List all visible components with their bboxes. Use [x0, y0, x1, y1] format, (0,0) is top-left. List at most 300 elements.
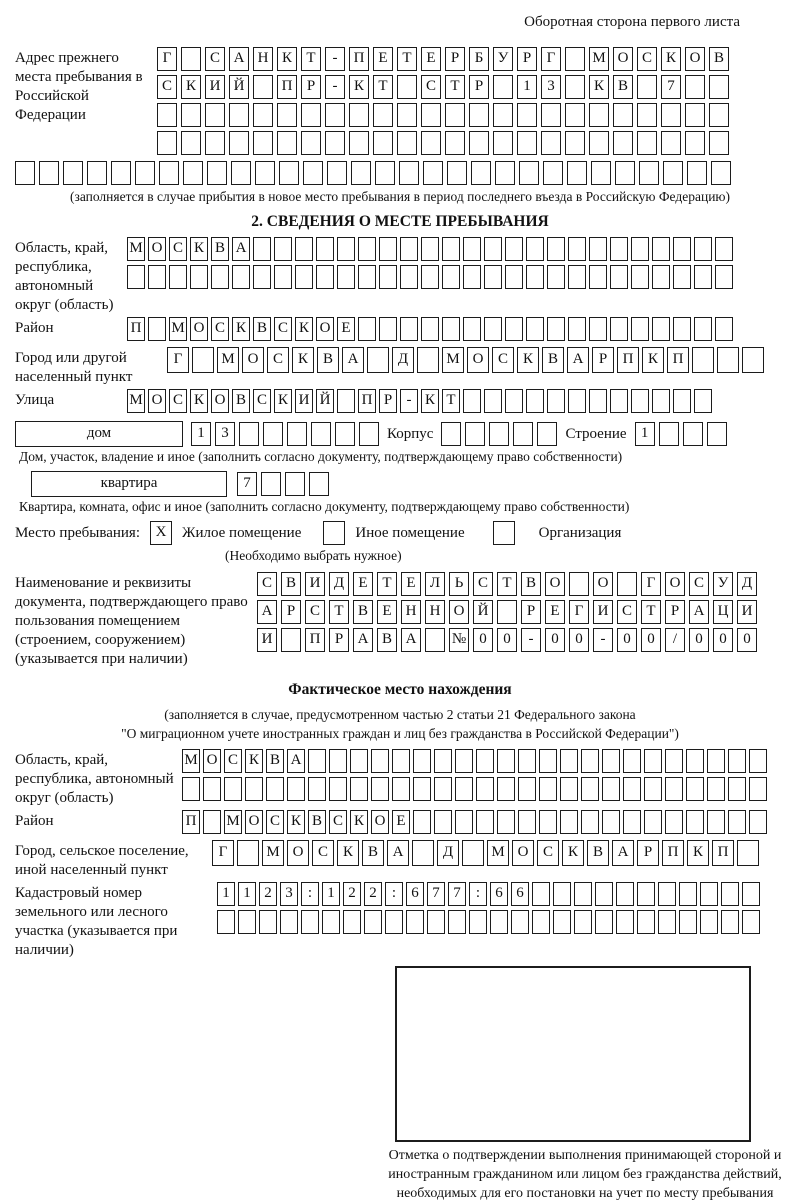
- char-grid-region-2: [127, 265, 733, 289]
- char-cell: [707, 749, 725, 773]
- char-cell: [301, 131, 321, 155]
- char-cell: [589, 103, 609, 127]
- char-cell: [385, 910, 403, 934]
- char-cell: [497, 749, 515, 773]
- checkbox-residential: X: [150, 521, 172, 545]
- char-cell: [707, 422, 727, 446]
- char-cell: [589, 389, 607, 413]
- char-cell: [337, 265, 355, 289]
- char-cell: [316, 237, 334, 261]
- char-cell: А: [567, 347, 589, 373]
- char-cell: [367, 347, 389, 373]
- char-cell: О: [190, 317, 208, 341]
- char-cell: Г: [157, 47, 177, 71]
- confirmation-stamp-box: [395, 966, 751, 1142]
- char-cell: Е: [373, 47, 393, 71]
- char-cell: О: [371, 810, 389, 834]
- char-cell: [358, 265, 376, 289]
- char-cell: [301, 103, 321, 127]
- char-cell: [613, 131, 633, 155]
- actual-region-label: Область, край, республика, автономный округ (область): [15, 752, 174, 806]
- char-cell: [295, 265, 313, 289]
- char-cell: [526, 317, 544, 341]
- char-cell: И: [593, 600, 613, 624]
- char-cell: [63, 161, 83, 185]
- char-cell: 0: [689, 628, 709, 652]
- char-cell: М: [487, 840, 509, 866]
- char-cell: К: [421, 389, 439, 413]
- char-cell: [505, 389, 523, 413]
- char-cell: [39, 161, 59, 185]
- char-cell: [205, 131, 225, 155]
- char-cell: Й: [229, 75, 249, 99]
- char-cell: [589, 317, 607, 341]
- char-cell: [469, 103, 489, 127]
- char-cell: [434, 749, 452, 773]
- char-cell: [539, 810, 557, 834]
- char-cell: [335, 422, 355, 446]
- char-cell: [469, 131, 489, 155]
- char-cell: [541, 103, 561, 127]
- char-cell: [192, 347, 214, 373]
- char-cell: [567, 161, 587, 185]
- char-cell: [15, 161, 35, 185]
- house-row: [15, 421, 785, 447]
- char-cell: [337, 389, 355, 413]
- char-cell: [183, 161, 203, 185]
- char-cell: О: [245, 810, 263, 834]
- char-cell: [463, 317, 481, 341]
- char-cell: [392, 749, 410, 773]
- char-grid-stroenie: [635, 422, 727, 446]
- char-cell: [232, 265, 250, 289]
- char-cell: [581, 749, 599, 773]
- char-cell: Т: [641, 600, 661, 624]
- char-cell: [421, 103, 441, 127]
- char-cell: Н: [425, 600, 445, 624]
- char-grid-city: [167, 347, 764, 373]
- char-cell: [379, 237, 397, 261]
- char-cell: [517, 131, 537, 155]
- char-cell: К: [642, 347, 664, 373]
- char-cell: [659, 422, 679, 446]
- char-cell: [493, 103, 513, 127]
- actual-location-note-1: (заполняется в случае, предусмотренном частью 2 статьи 21 Федерального закона: [164, 707, 636, 722]
- char-cell: К: [287, 810, 305, 834]
- char-cell: [623, 777, 641, 801]
- char-cell: 3: [215, 422, 235, 446]
- char-cell: :: [301, 882, 319, 906]
- char-cell: [239, 422, 259, 446]
- char-cell: 1: [238, 882, 256, 906]
- char-cell: К: [190, 237, 208, 261]
- actual-location-note-2: "О миграционном учете иностранных граждан и лиц без гражданства в Российской Федерации"): [121, 726, 679, 741]
- char-cell: Р: [665, 600, 685, 624]
- char-cell: [685, 103, 705, 127]
- char-cell: [737, 840, 759, 866]
- char-cell: [568, 389, 586, 413]
- char-cell: [721, 910, 739, 934]
- apartment-caption: Квартира, комната, офис и иное (заполнить согласно документу, подтверждающему право собственности): [19, 499, 630, 514]
- char-cell: [685, 131, 705, 155]
- char-cell: [568, 237, 586, 261]
- char-cell: [495, 161, 515, 185]
- char-cell: 1: [217, 882, 235, 906]
- char-cell: [685, 75, 705, 99]
- char-cell: Р: [301, 75, 321, 99]
- char-cell: В: [613, 75, 633, 99]
- char-cell: [400, 317, 418, 341]
- char-cell: [455, 749, 473, 773]
- char-cell: К: [687, 840, 709, 866]
- char-cell: П: [349, 47, 369, 71]
- char-grid-prev-address-1: [157, 47, 729, 71]
- char-cell: Д: [329, 572, 349, 596]
- char-cell: [637, 131, 657, 155]
- char-cell: [484, 317, 502, 341]
- char-cell: [679, 910, 697, 934]
- char-cell: [463, 389, 481, 413]
- char-cell: 2: [364, 882, 382, 906]
- char-cell: [316, 265, 334, 289]
- char-cell: Й: [473, 600, 493, 624]
- char-cell: В: [521, 572, 541, 596]
- char-cell: [497, 600, 517, 624]
- char-cell: Б: [469, 47, 489, 71]
- char-cell: С: [305, 600, 325, 624]
- char-cell: [526, 265, 544, 289]
- char-cell: [417, 347, 439, 373]
- char-cell: [484, 265, 502, 289]
- char-cell: О: [685, 47, 705, 71]
- char-cell: Т: [497, 572, 517, 596]
- char-cell: [715, 317, 733, 341]
- char-cell: К: [190, 389, 208, 413]
- char-cell: Т: [373, 75, 393, 99]
- char-cell: [301, 910, 319, 934]
- char-cell: С: [157, 75, 177, 99]
- char-cell: [190, 265, 208, 289]
- char-cell: [574, 910, 592, 934]
- char-cell: [379, 265, 397, 289]
- char-cell: [749, 810, 767, 834]
- char-cell: [742, 882, 760, 906]
- char-cell: [673, 317, 691, 341]
- char-cell: [694, 389, 712, 413]
- char-cell: П: [662, 840, 684, 866]
- char-cell: Р: [379, 389, 397, 413]
- prev-address-block: [15, 47, 785, 159]
- char-cell: П: [712, 840, 734, 866]
- stroenie-label: Строение: [565, 425, 627, 442]
- street-field: [15, 389, 785, 417]
- char-cell: [686, 777, 704, 801]
- char-cell: [148, 317, 166, 341]
- char-cell: У: [713, 572, 733, 596]
- char-cell: [279, 161, 299, 185]
- char-cell: [375, 161, 395, 185]
- char-cell: [493, 75, 513, 99]
- char-cell: [715, 265, 733, 289]
- char-cell: [259, 910, 277, 934]
- char-cell: [532, 882, 550, 906]
- char-cell: [425, 628, 445, 652]
- char-cell: А: [287, 749, 305, 773]
- char-cell: М: [127, 237, 145, 261]
- char-cell: [277, 103, 297, 127]
- char-cell: [493, 131, 513, 155]
- char-cell: К: [232, 317, 250, 341]
- char-cell: [547, 317, 565, 341]
- char-cell: [711, 161, 731, 185]
- char-cell: [181, 103, 201, 127]
- char-cell: [325, 131, 345, 155]
- char-cell: [359, 422, 379, 446]
- char-cell: [694, 265, 712, 289]
- char-cell: [652, 317, 670, 341]
- char-cell: О: [467, 347, 489, 373]
- char-cell: [337, 237, 355, 261]
- char-cell: [665, 810, 683, 834]
- char-cell: [565, 75, 585, 99]
- char-cell: [539, 749, 557, 773]
- cadastral-label: Кадастровый номер земельного или лесного участка (указывается при наличии): [15, 885, 178, 958]
- char-grid-house-number: [191, 422, 379, 446]
- char-cell: [237, 840, 259, 866]
- char-cell: [87, 161, 107, 185]
- char-cell: [447, 161, 467, 185]
- char-cell: [255, 161, 275, 185]
- char-cell: [135, 161, 155, 185]
- char-cell: 6: [511, 882, 529, 906]
- char-cell: [539, 777, 557, 801]
- char-cell: 2: [259, 882, 277, 906]
- char-cell: М: [589, 47, 609, 71]
- char-cell: [413, 810, 431, 834]
- char-cell: С: [169, 389, 187, 413]
- char-cell: [442, 237, 460, 261]
- stay-type-hint: (Необходимо выбрать нужное): [225, 548, 402, 563]
- char-cell: К: [349, 75, 369, 99]
- char-cell: В: [308, 810, 326, 834]
- char-cell: [568, 265, 586, 289]
- char-cell: [412, 840, 434, 866]
- char-cell: [277, 131, 297, 155]
- char-cell: [413, 777, 431, 801]
- char-cell: [517, 103, 537, 127]
- char-cell: 7: [427, 882, 445, 906]
- section2-title: 2. СВЕДЕНИЯ О МЕСТЕ ПРЕБЫВАНИЯ: [251, 213, 549, 230]
- char-cell: [700, 910, 718, 934]
- char-grid-document-2: [257, 600, 757, 624]
- char-cell: О: [203, 749, 221, 773]
- char-cell: О: [148, 237, 166, 261]
- char-cell: П: [277, 75, 297, 99]
- char-cell: [280, 910, 298, 934]
- char-cell: Р: [469, 75, 489, 99]
- document-field: [15, 572, 785, 669]
- char-cell: В: [266, 749, 284, 773]
- char-cell: В: [362, 840, 384, 866]
- char-cell: К: [589, 75, 609, 99]
- char-cell: 7: [237, 472, 257, 496]
- char-cell: [742, 347, 764, 373]
- char-cell: [406, 910, 424, 934]
- char-cell: С: [689, 572, 709, 596]
- char-cell: [217, 910, 235, 934]
- char-cell: [253, 131, 273, 155]
- char-cell: [553, 882, 571, 906]
- char-cell: С: [537, 840, 559, 866]
- char-cell: [589, 131, 609, 155]
- char-cell: Г: [167, 347, 189, 373]
- char-cell: 7: [448, 882, 466, 906]
- char-cell: [397, 131, 417, 155]
- char-cell: [238, 910, 256, 934]
- char-cell: [532, 910, 550, 934]
- char-cell: 1: [635, 422, 655, 446]
- char-cell: [721, 882, 739, 906]
- char-cell: П: [617, 347, 639, 373]
- char-cell: [644, 810, 662, 834]
- stay-option-residential-label: Жилое помещение: [182, 524, 302, 541]
- char-cell: [526, 237, 544, 261]
- document-label: Наименование и реквизиты документа, подтверждающего право пользования помещением (строением, сооружением) (указывается при наличии): [15, 575, 248, 667]
- stay-option-other-label: Иное помещение: [355, 524, 465, 541]
- char-cell: [553, 910, 571, 934]
- char-cell: [610, 237, 628, 261]
- actual-location-title: Фактическое место нахождения: [288, 681, 512, 698]
- house-box-label: дом: [15, 421, 183, 447]
- district-field: [15, 317, 785, 345]
- char-cell: С: [473, 572, 493, 596]
- char-cell: [565, 103, 585, 127]
- char-cell: [148, 265, 166, 289]
- apartment-box-label: квартира: [31, 471, 227, 497]
- region-label: Область, край, республика, автономный округ (область): [15, 240, 114, 313]
- char-cell: [581, 810, 599, 834]
- actual-city-field: [15, 840, 785, 880]
- char-cell: [728, 810, 746, 834]
- char-cell: [350, 749, 368, 773]
- char-cell: О: [593, 572, 613, 596]
- char-cell: Г: [569, 600, 589, 624]
- char-cell: [205, 103, 225, 127]
- char-cell: [349, 131, 369, 155]
- char-cell: М: [182, 749, 200, 773]
- char-cell: А: [342, 347, 364, 373]
- char-grid-region-1: [127, 237, 733, 261]
- char-cell: [448, 910, 466, 934]
- char-cell: [742, 910, 760, 934]
- char-cell: С: [274, 317, 292, 341]
- char-cell: [537, 422, 557, 446]
- char-cell: [442, 265, 460, 289]
- char-cell: [574, 882, 592, 906]
- char-cell: К: [274, 389, 292, 413]
- char-cell: [490, 910, 508, 934]
- char-cell: Е: [545, 600, 565, 624]
- char-cell: В: [542, 347, 564, 373]
- char-cell: Т: [442, 389, 460, 413]
- char-cell: [665, 777, 683, 801]
- char-cell: [707, 777, 725, 801]
- stamp-caption: Отметка о подтверждении выполнения принимающей стороной и иностранным гражданином или лицом без гражданства действий, необходимых для его постановки на учет по месту пребывания: [388, 1148, 782, 1201]
- char-cell: М: [224, 810, 242, 834]
- char-cell: [568, 317, 586, 341]
- char-cell: [397, 103, 417, 127]
- char-cell: К: [661, 47, 681, 71]
- char-cell: :: [469, 882, 487, 906]
- char-cell: О: [512, 840, 534, 866]
- char-cell: [476, 777, 494, 801]
- actual-city-label: Город, сельское поселение, иной населенный пункт: [15, 843, 189, 878]
- char-cell: [617, 572, 637, 596]
- char-cell: [518, 749, 536, 773]
- char-cell: [322, 910, 340, 934]
- char-cell: [560, 810, 578, 834]
- char-cell: С: [329, 810, 347, 834]
- char-cell: Н: [401, 600, 421, 624]
- char-cell: [591, 161, 611, 185]
- char-cell: [245, 777, 263, 801]
- char-cell: [463, 265, 481, 289]
- char-cell: [631, 265, 649, 289]
- char-cell: [565, 131, 585, 155]
- char-cell: Т: [301, 47, 321, 71]
- checkbox-organization: [493, 521, 515, 545]
- char-cell: [637, 103, 657, 127]
- char-cell: [673, 389, 691, 413]
- char-cell: [371, 777, 389, 801]
- char-cell: [111, 161, 131, 185]
- char-grid-district: [127, 317, 733, 341]
- char-cell: [253, 237, 271, 261]
- char-cell: 0: [473, 628, 493, 652]
- char-cell: Т: [445, 75, 465, 99]
- char-cell: [421, 265, 439, 289]
- char-grid-prev-address-overflow: [15, 161, 785, 185]
- char-cell: С: [169, 237, 187, 261]
- char-cell: [560, 749, 578, 773]
- char-cell: [518, 777, 536, 801]
- char-cell: [673, 265, 691, 289]
- char-cell: [358, 237, 376, 261]
- char-cell: А: [232, 237, 250, 261]
- char-cell: А: [612, 840, 634, 866]
- char-cell: Н: [253, 47, 273, 71]
- char-cell: [371, 749, 389, 773]
- char-cell: С: [211, 317, 229, 341]
- char-cell: [231, 161, 251, 185]
- city-field: [15, 347, 785, 387]
- char-cell: К: [245, 749, 263, 773]
- char-cell: [329, 777, 347, 801]
- char-cell: А: [257, 600, 277, 624]
- char-cell: [595, 882, 613, 906]
- char-cell: В: [377, 628, 397, 652]
- char-cell: [455, 810, 473, 834]
- char-cell: [311, 422, 331, 446]
- district-label: Район: [15, 320, 54, 336]
- char-cell: В: [709, 47, 729, 71]
- char-cell: [427, 910, 445, 934]
- char-cell: [707, 810, 725, 834]
- char-cell: Е: [337, 317, 355, 341]
- actual-district-field: [15, 810, 785, 838]
- char-cell: [658, 910, 676, 934]
- char-cell: 0: [545, 628, 565, 652]
